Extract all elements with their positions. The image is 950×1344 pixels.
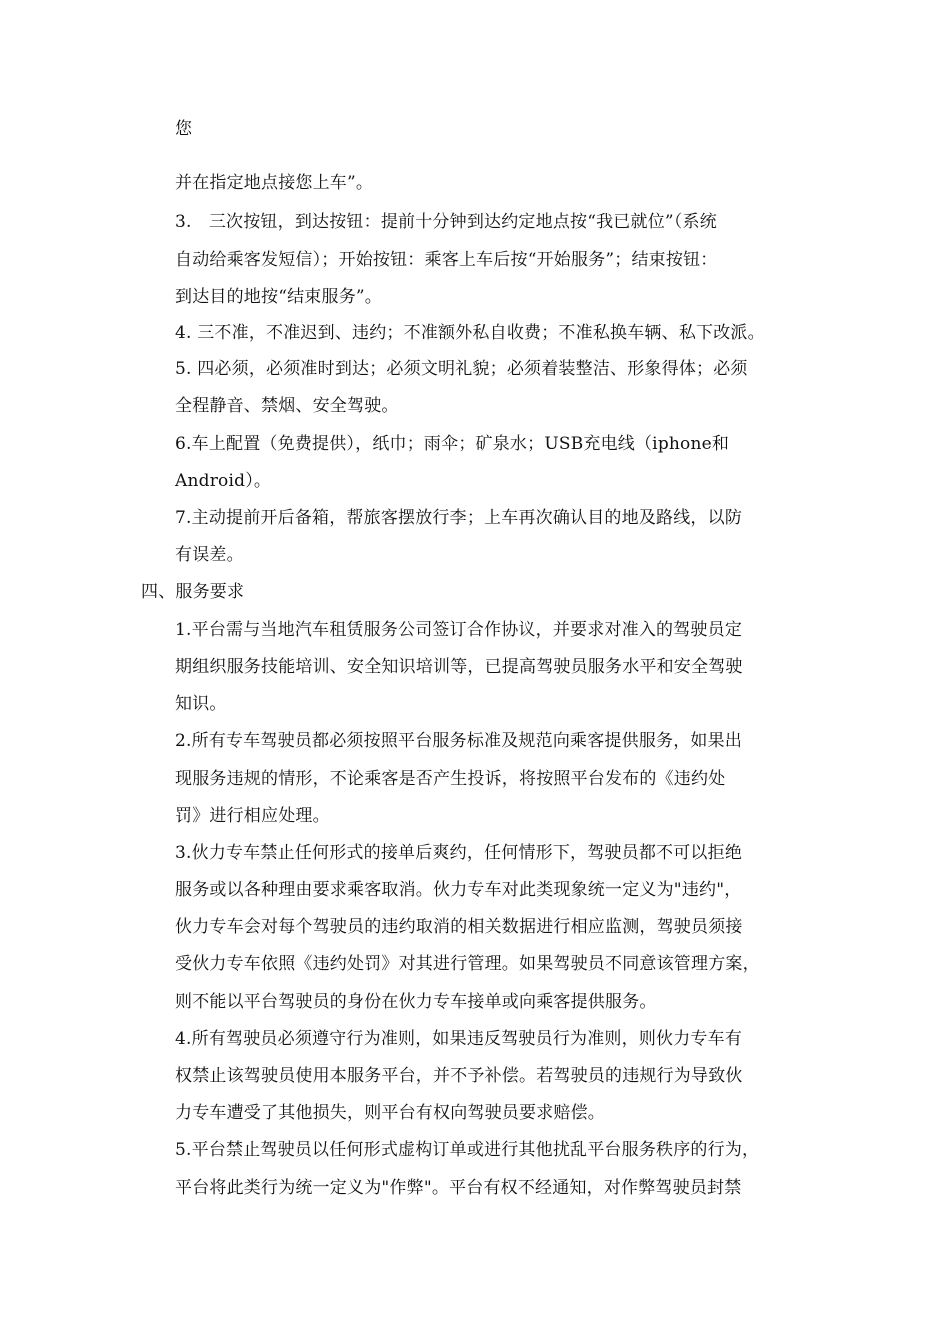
text-line: 平台将此类行为统一定义为"作弊"。平台有权不经通知，对作弊驾驶员封禁 [175,1178,742,1198]
text-line: 期组织服务技能培训、安全知识培训等，已提高驾驶员服务水平和安全驾驶 [175,657,743,677]
text-line: 受伙力专车依照《违约处罚》对其进行管理。如果驾驶员不同意该管理方案， [175,954,760,974]
text-line: 并在指定地点接您上车”。 [175,173,374,193]
requirement-2-line: 2.所有专车驾驶员都必须按照平台服务标准及规范向乘客提供服务，如果出 [175,731,743,751]
text-line: 到达目的地按“结束服务”。 [175,287,382,307]
requirement-4-line: 4.所有驾驶员必须遵守行为准则，如果违反驾驶员行为准则，则伙力专车有 [175,1029,743,1049]
text-line: 则不能以平台驾驶员的身份在伙力专车接单或向乘客提供服务。 [175,992,657,1012]
requirement-3-line: 3.伙力专车禁止任何形式的接单后爽约，任何情形下，驾驶员都不可以拒绝 [175,843,743,863]
text-line: 您 [175,119,193,139]
list-item-5-line: 5. 四必须，必须准时到达；必须文明礼貌；必须着装整洁、形象得体；必须 [175,359,748,379]
text-line: 知识。 [175,694,227,714]
text-line: 力专车遭受了其他损失，则平台有权向驾驶员要求赔偿。 [175,1103,605,1123]
text-line: 自动给乘客发短信）；开始按钮：乘客上车后按“开始服务”；结束按钮： [175,250,718,270]
requirement-1-line: 1.平台需与当地汽车租赁服务公司签订合作协议，并要求对准入的驾驶员定 [175,620,743,640]
text-line: 伙力专车会对每个驾驶员的违约取消的相关数据进行相应监测，驾驶员须接 [175,917,743,937]
text-line: 罚》进行相应处理。 [175,806,330,826]
text-line: 服务或以各种理由要求乘客取消。伙力专车对此类现象统一定义为"违约"， [175,880,742,900]
list-item-7-line: 7.主动提前开后备箱，帮旅客摆放行李；上车再次确认目的地及路线，以防 [175,508,743,528]
text-line: Android）。 [175,471,272,491]
text-line: 现服务违规的情形，不论乘客是否产生投诉，将按照平台发布的《违约处 [175,769,726,789]
list-item-6-line: 6.车上配置（免费提供），纸巾；雨伞；矿泉水；USB充电线（iphone和 [175,434,730,454]
requirement-5-line: 5.平台禁止驾驶员以任何形式虚构订单或进行其他扰乱平台服务秩序的行为， [175,1140,760,1160]
text-line: 权禁止该驾驶员使用本服务平台，并不予补偿。若驾驶员的违规行为导致伙 [175,1066,743,1086]
list-item-4-line: 4. 三不准，不准迟到、违约；不准额外私自收费；不准私换车辆、私下改派。 [175,323,765,343]
section-heading: 四、服务要求 [141,582,245,602]
text-line: 全程静音、禁烟、安全驾驶。 [175,396,399,416]
list-item-3-line: 3. 三次按钮，到达按钮：提前十分钟到达约定地点按“我已就位”（系统 [175,212,717,232]
text-line: 有误差。 [175,545,244,565]
